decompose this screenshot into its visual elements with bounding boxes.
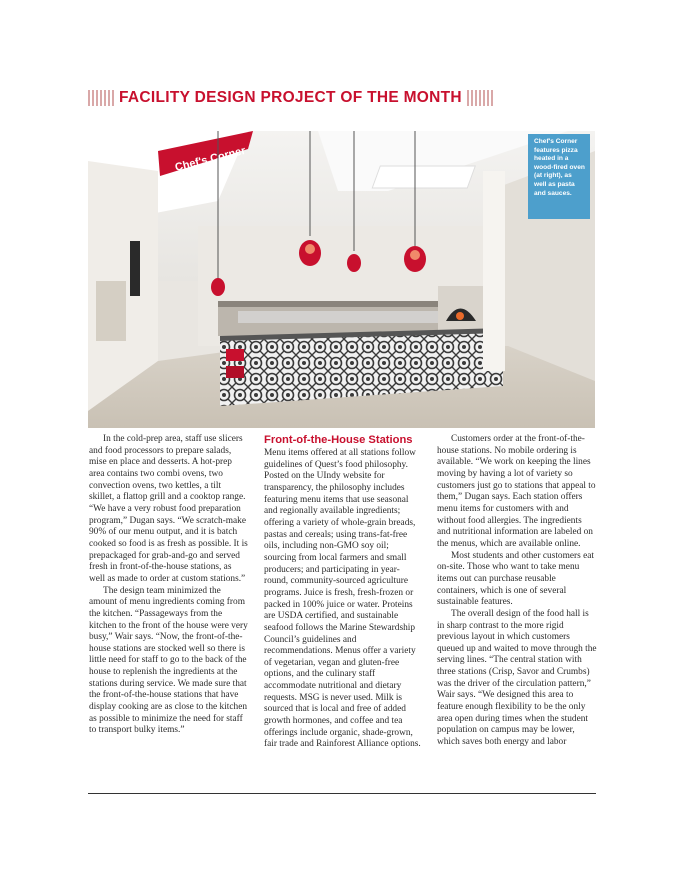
- section-title: FACILITY DESIGN PROJECT OF THE MONTH: [119, 89, 462, 106]
- paragraph: In the cold-prep area, staff use slicers and food processors to prepare salads, mise en place and desserts. A hot-prep area contains two combi ovens, two convection ovens, two kettles, a tilt skillet, a flattop grill and a cooktop range. “We have a very robust food preparation program,” Dugan says. “We scratch-make 90% of our menu output, and it is batch cooked so food is as fresh as possible. It is prepackaged for grab-and-go and served fresh in front-of-the-house stations, as well as made to order at custom stations.”: [89, 434, 248, 584]
- station-sign: Chef's Corner: [173, 144, 247, 174]
- article-column-1: [89, 434, 248, 737]
- paragraph: The design team minimized the amount of menu ingredients coming from the kitchen. “Passageways from the kitchen to the front of the house were very busy,” Wair says. “Now, the front-of-the-house stations are stocked well so there is little need for staff to go to the back of the house to replenish the ingredients at the stations during service. We made sure that the front-of-the-house stations that have display cooking are as close to the kitchen as possible to minimize the need for staff to transport bulky items.”: [89, 585, 248, 736]
- food-hall-photo: [88, 131, 595, 428]
- header-bars-left: [88, 90, 114, 106]
- article-column-3: [437, 434, 597, 749]
- paragraph: The overall design of the food hall is in sharp contrast to the more rigid previous layout in which customers queued up and waited to move through the serving lines. “The central station with three stations (Crisp, Savor and Crumbs) was the driver of the circulation pattern,” Wair says. “We designed this area to feature enough flexibility to be the only area open during times when the student population on campus may be lower, which saves both energy and labor: [437, 608, 597, 748]
- bottom-rule: [88, 793, 596, 794]
- photo-caption: Chef's Corner features pizza heated in a wood-fired oven (at right), as well as pasta and sauces.: [528, 134, 590, 219]
- subheading: Front-of-the-House Stations: [264, 434, 413, 446]
- article-column-2: [264, 434, 423, 751]
- header-bars-right: [467, 90, 493, 106]
- paragraph: Customers order at the front-of-the-house stations. No mobile ordering is available. “We work on keeping the lines moving by having a lot of variety so customers just go to stations that appeal to them,” Dugan says. Each station offers menu items for customers with and without food allergies. The ingredients and nutritional information are labeled on the menus, which are available online.: [437, 434, 596, 549]
- paragraph: Menu items offered at all stations follow guidelines of Quest’s food philosophy. Posted on the UIndy website for transparency, the philosophy includes featuring menu items that use seasonal and regionally available ingredients; offering a variety of whole-grain breads, pastas and cereals; using trans-fat-free oils, including non-GMO soy oil; sourcing from local farmers and small producers; and participating in year-round, community-sourced agriculture programs. Juice is fresh, fresh-frozen or packed in 100% juice or water. Proteins are USDA certified, and sustainable seafood follows the Marine Stewardship Council’s guidelines and recommendations. Menus offer a variety of vegetarian, vegan and gluten-free options, and the culinary staff accommodate nutritional and dietary requests. MSG is never used. Milk is sourced that is local and free of added growth hormones, and coffee and tea offerings include organic, shade-grown, fair trade and Rainforest Alliance options.: [264, 448, 421, 750]
- paragraph: Most students and other customers eat on-site. Those who want to take menu items out can purchase reusable containers, which is one of several sustainable features.: [437, 550, 594, 608]
- food-hall-illustration: [88, 131, 595, 428]
- section-header: [88, 86, 596, 110]
